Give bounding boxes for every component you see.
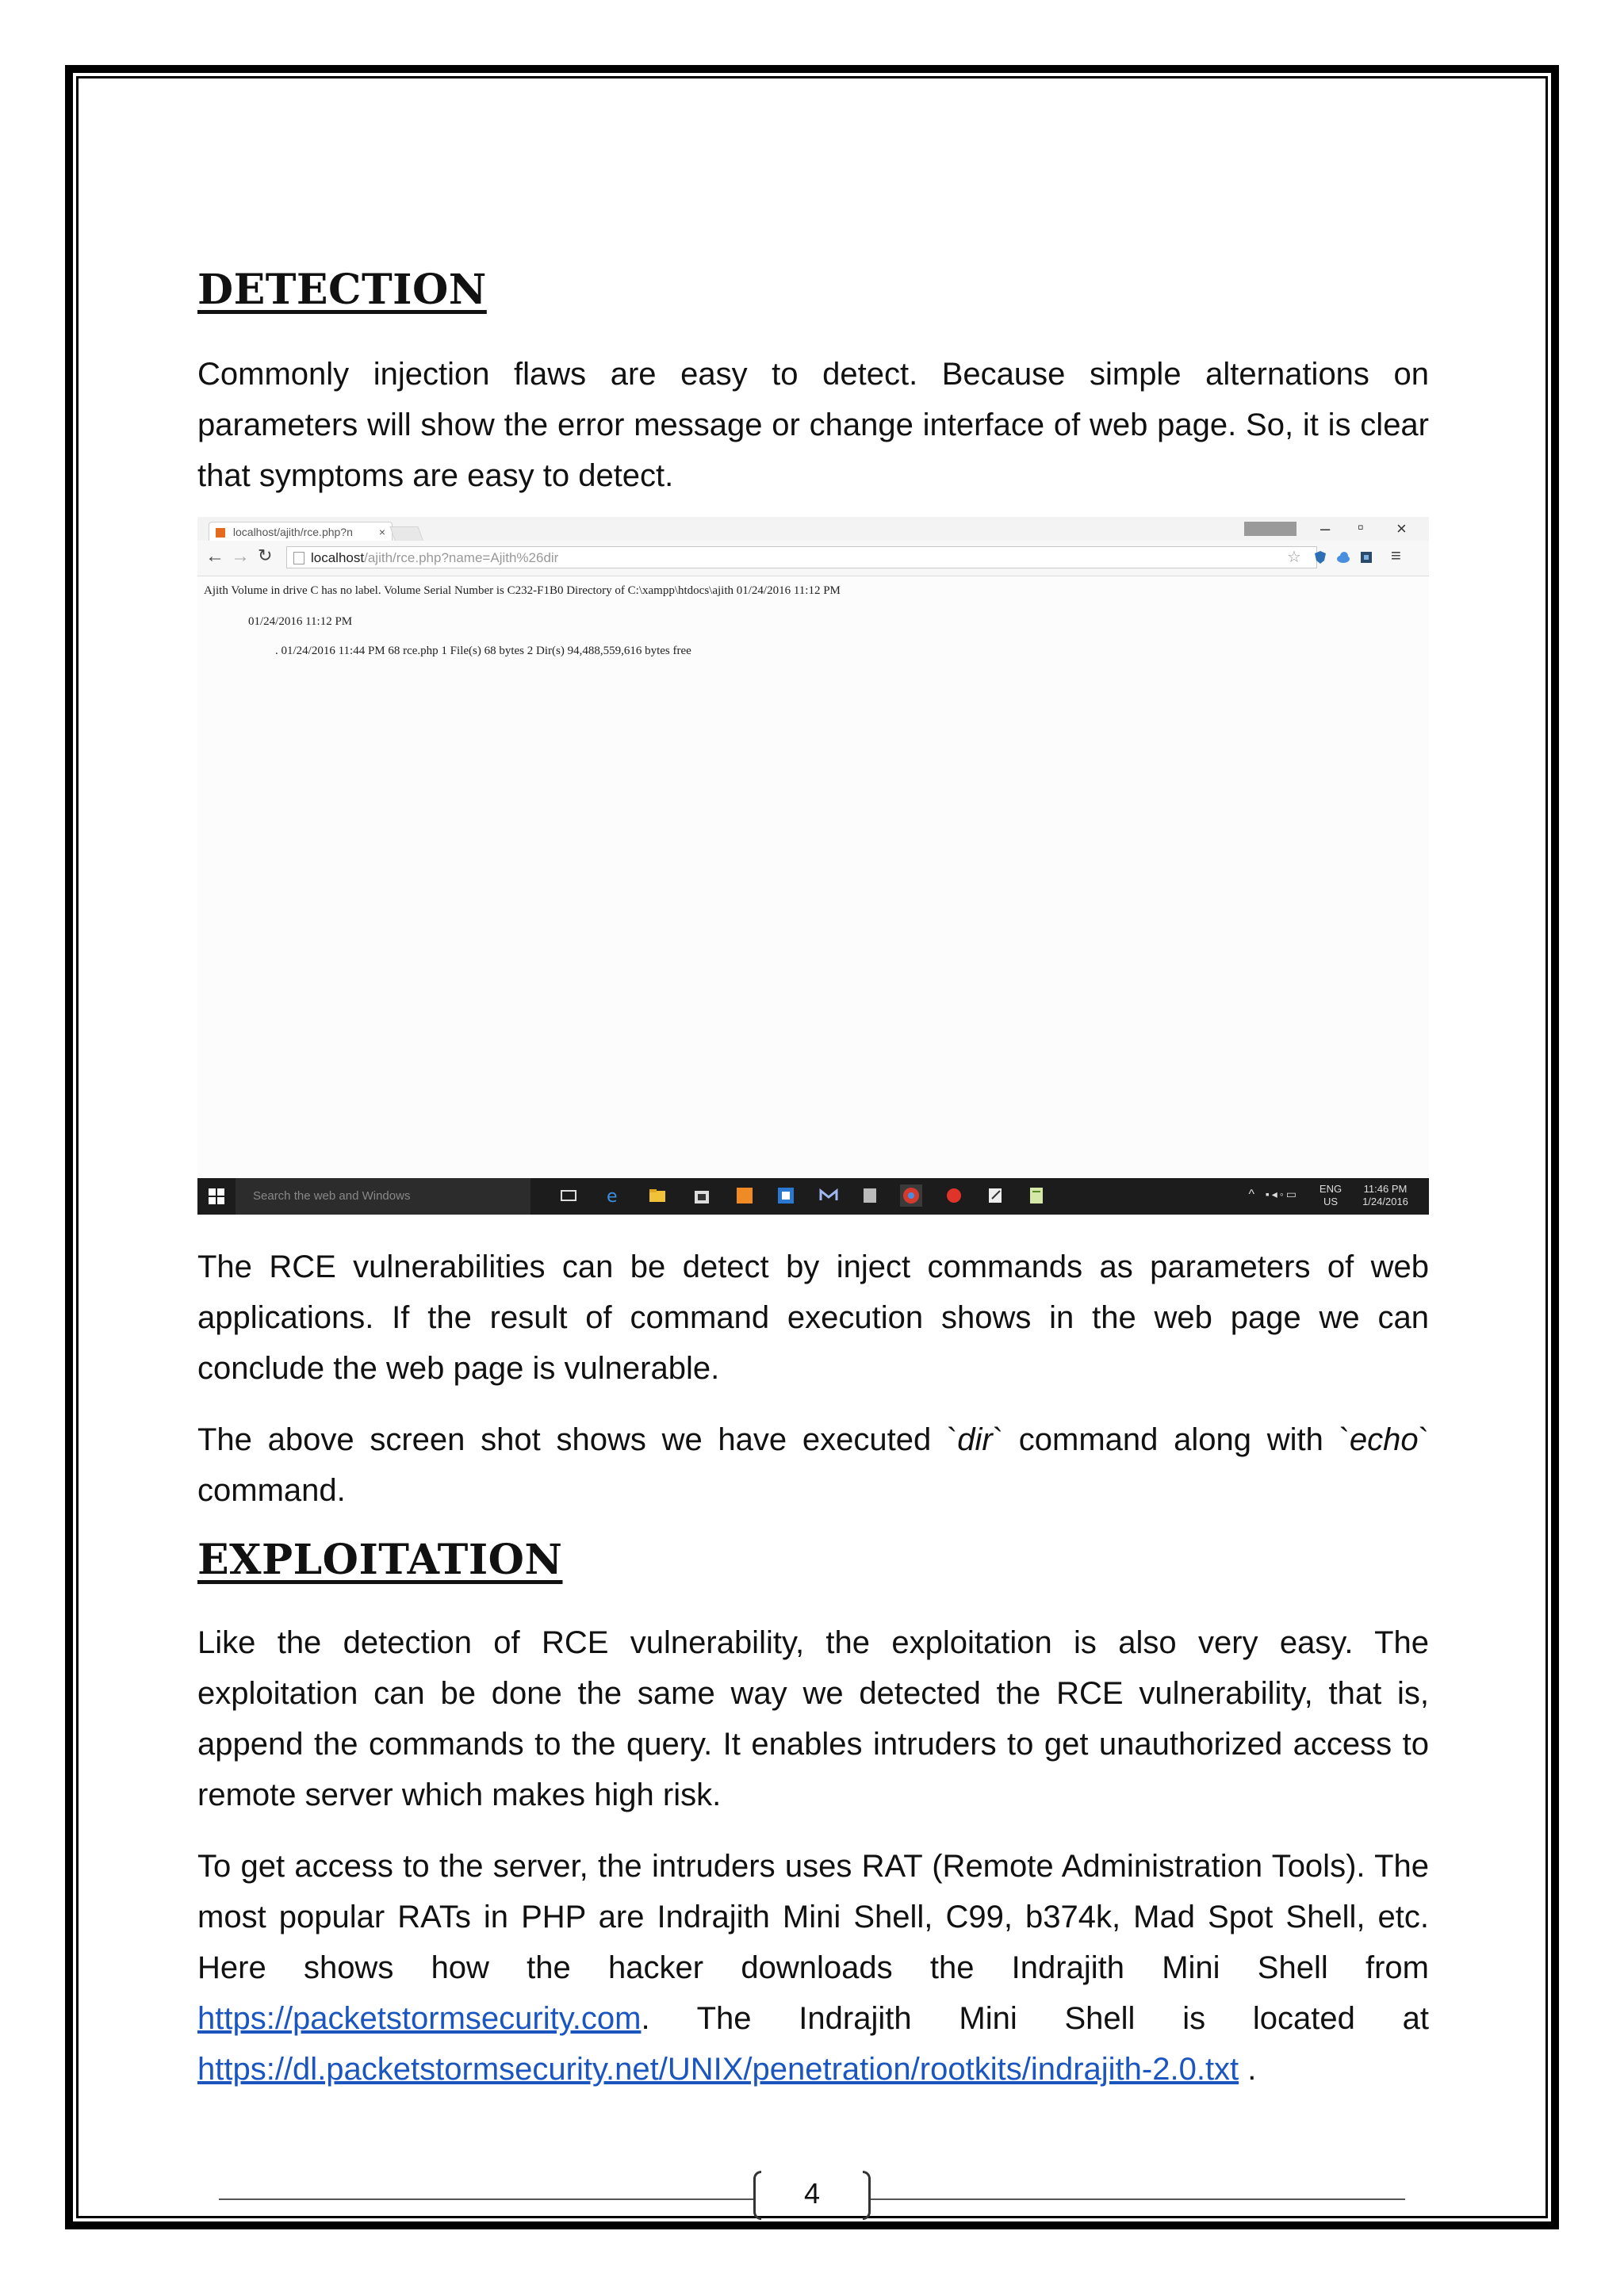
browser-toolbar <box>197 541 1429 576</box>
text-run: ` command. <box>197 1422 1429 1508</box>
cloud-icon[interactable] <box>1336 550 1350 564</box>
rce-detect-paragraph: The RCE vulnerabilities can be detect by inject commands as parameters of web applications. If the result of command execution shows in the web page we can conclude the web page is vulnerable. <box>197 1249 1429 1386</box>
exploitation-section <box>197 1617 1429 2095</box>
url-path: /ajith/rce.php?name=Ajith%26dir <box>364 550 559 565</box>
page-output-line-2: 01/24/2016 11:12 PM <box>248 615 353 628</box>
tab-title: localhost/ajith/rce.php?n <box>232 526 353 538</box>
app-grey-icon[interactable] <box>859 1184 881 1207</box>
menu-icon[interactable]: ≡ <box>1391 545 1401 565</box>
browser-tab[interactable] <box>209 522 393 541</box>
windows-start-icon[interactable] <box>209 1188 224 1204</box>
windows-taskbar <box>197 1178 1429 1215</box>
close-tab-icon[interactable]: × <box>378 526 385 538</box>
mail-icon[interactable] <box>818 1184 840 1207</box>
clock-date: 1/24/2016 <box>1362 1196 1408 1207</box>
text-run: . <box>1239 2052 1257 2087</box>
taskbar-search-box[interactable]: Search the web and Windows <box>236 1178 530 1215</box>
detection-explanation <box>197 1242 1429 1516</box>
task-view-icon[interactable] <box>557 1184 580 1207</box>
page-number: 4 <box>803 2177 821 2210</box>
maximize-icon[interactable]: ▫ <box>1358 517 1364 537</box>
back-arrow-icon[interactable]: ← <box>205 545 224 567</box>
browser-tab-bar <box>197 517 1429 541</box>
app-green-icon[interactable] <box>1025 1184 1048 1207</box>
embedded-screenshot <box>197 517 1429 1215</box>
store-icon[interactable] <box>691 1184 713 1207</box>
packetstorm-link[interactable]: https://packetstormsecurity.com <box>197 2001 642 2036</box>
extension-box-icon[interactable] <box>1359 550 1373 564</box>
url-host: localhost <box>311 550 365 565</box>
screenshot-explanation-paragraph <box>197 1414 1429 1516</box>
rat-paragraph <box>197 1841 1429 2095</box>
address-bar[interactable] <box>286 546 1317 568</box>
indrajith-download-link[interactable]: https://dl.packetstormsecurity.net/UNIX/penetration/rootkits/indrajith-2.0.txt <box>197 2052 1239 2087</box>
favicon-icon <box>216 528 225 538</box>
page-output-line-1: Ajith Volume in drive C has no label. Volume Serial Number is C232-F1B0 Directory of C:\xampp\htdocs\ajith 01/24/2016 11:12 PM <box>204 584 841 597</box>
minimize-icon[interactable]: – <box>1320 519 1331 538</box>
close-window-icon[interactable]: × <box>1396 519 1407 538</box>
text-run: The above screen shot shows we have executed ` <box>197 1422 958 1457</box>
region-label: US <box>1323 1196 1339 1207</box>
edge-browser-icon[interactable] <box>602 1184 624 1207</box>
exploitation-heading: EXPLOITATION <box>197 1536 563 1584</box>
text-run: To get access to the server, the intruders uses RAT (Remote Administration Tools). The most popular RATs in PHP are Indrajith Mini Shell, C99, b374k, Mad Spot Shell, etc. Here shows how the hacker downloads the Indrajith Mini Shell from <box>197 1849 1429 1985</box>
text-run: . The Indrajith Mini Shell is located at <box>641 2001 1429 2036</box>
dir-command: dir <box>957 1422 993 1457</box>
detection-heading: DETECTION <box>197 266 487 314</box>
app-blue-icon[interactable] <box>775 1184 797 1207</box>
file-explorer-icon[interactable] <box>646 1184 668 1207</box>
page-output-line-3: . 01/24/2016 11:44 PM 68 rce.php 1 File(s) 68 bytes 2 Dir(s) 94,488,559,616 bytes free <box>275 645 691 657</box>
tray-status-icons[interactable]: ▪◂◦▭ <box>1265 1188 1299 1200</box>
footer-rule-left <box>219 2198 753 2200</box>
detection-paragraph: Commonly injection flaws are easy to detect. Because simple alternations on parameters will show the error message or change interface of web page. So, it is clear that symptoms are easy to detect. <box>197 357 1429 493</box>
text-run: ` command along with ` <box>992 1422 1350 1457</box>
star-icon[interactable]: ☆ <box>1287 549 1301 566</box>
new-tab-button[interactable] <box>389 526 423 542</box>
page-info-icon <box>293 552 304 564</box>
forward-arrow-icon[interactable]: → <box>231 545 250 567</box>
tray-chevron-icon[interactable]: ^ <box>1248 1188 1254 1201</box>
notepad-icon[interactable] <box>984 1184 1006 1207</box>
clock[interactable] <box>1353 1183 1418 1208</box>
language-indicator[interactable] <box>1315 1183 1346 1208</box>
clock-time: 11:46 PM <box>1363 1183 1408 1195</box>
profile-button[interactable] <box>1244 522 1297 536</box>
language-label: ENG <box>1319 1183 1342 1195</box>
detection-section <box>197 349 1429 501</box>
app-red-icon[interactable] <box>943 1184 965 1207</box>
echo-command: echo <box>1349 1422 1419 1457</box>
reload-icon[interactable]: ↻ <box>258 545 273 565</box>
svg-text:e: e <box>607 1187 618 1207</box>
app-orange-icon[interactable] <box>733 1184 756 1207</box>
chrome-icon[interactable] <box>900 1184 922 1207</box>
exploitation-paragraph: Like the detection of RCE vulnerability, the exploitation is also very easy. The exploitation can be done the same way we detected the RCE vulnerability, that is, append the commands to the query. It enables intruders to get unauthorized access to remote server which makes high risk. <box>197 1625 1429 1812</box>
extension-shield-icon[interactable] <box>1313 550 1327 564</box>
footer-rule-right <box>871 2198 1405 2200</box>
